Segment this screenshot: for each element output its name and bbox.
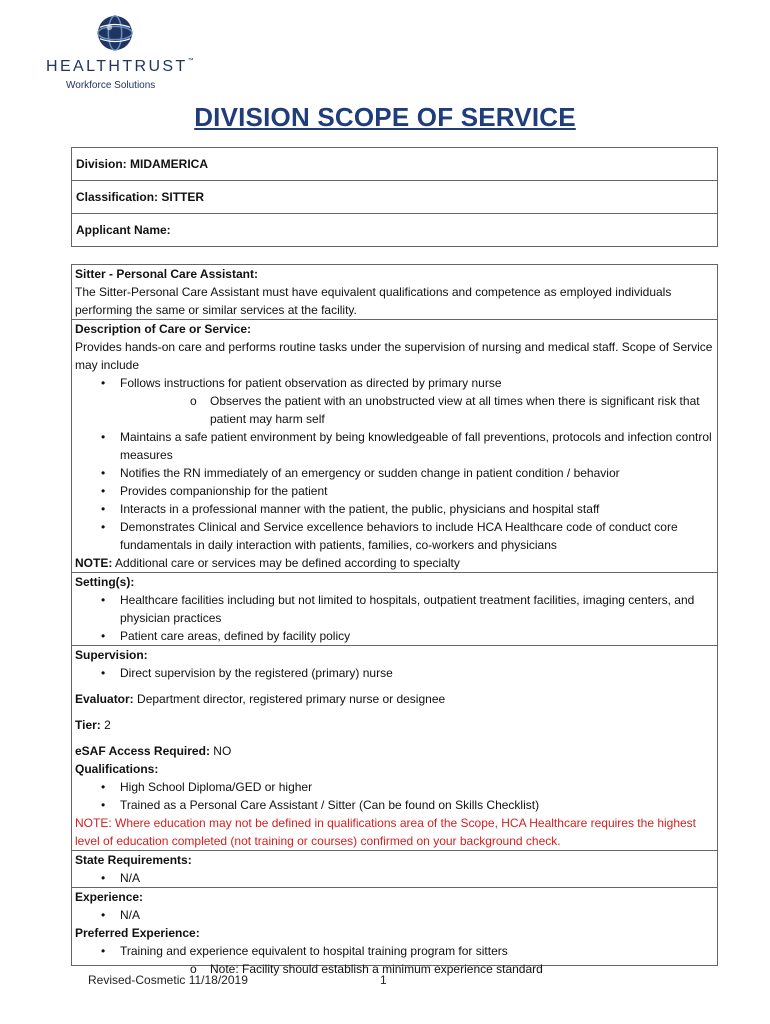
sitter-section [72,265,717,320]
supervision-section [72,646,717,760]
preferred-experience-heading: Preferred Experience: [75,926,200,940]
tier-line: Tier: 2 [75,718,111,732]
page-number: 1 [380,973,387,987]
sitter-heading: Sitter - Personal Care Assistant: [75,267,258,281]
list-item: • Patient care areas, defined by facility policy [75,627,714,645]
list-subitem: o Note: Facility should establish a minimum experience standard [120,960,714,978]
state-requirements-heading: State Requirements: [75,853,192,867]
list-item: • Maintains a safe patient environment by being knowledgeable of fall preventions, protocols and infection control measures [75,428,714,464]
qualifications-section [72,760,717,851]
list-item: • Direct supervision by the registered (primary) nurse [75,664,714,682]
classification-row: Classification: SITTER [72,181,717,214]
experience-section [72,888,717,978]
logo-subtitle: Workforce Solutions [66,80,156,91]
sitter-text: The Sitter-Personal Care Assistant must have equivalent qualifications and competence as employed individuals performing the same or similar services at the facility. [75,285,672,317]
healthtrust-logo [44,14,194,94]
list-item: • Demonstrates Clinical and Service excellence behaviors to include HCA Healthcare code of conduct core fundamentals in daily interaction with patients, families, co-workers and physicians [75,518,714,554]
settings-heading: Setting(s): [75,575,135,589]
qualifications-heading: Qualifications: [75,762,159,776]
applicant-name-row: Applicant Name: [76,223,171,237]
division-row: Division: MIDAMERICA [72,148,717,181]
list-item: • Follows instructions for patient observation as directed by primary nurse o Observes the patient with an unobstructed view at all times when there is significant risk that patient may harm self [75,374,714,428]
description-note: NOTE: Additional care or services may be defined according to specialty [75,556,460,570]
list-item: • Training and experience equivalent to hospital training program for sitters o Note: Facility should establish a minimum experience standard [75,942,714,978]
footer-revised: Revised-Cosmetic 11/18/2019 [88,973,248,987]
scope-table [71,264,718,976]
document-title: DIVISION SCOPE OF SERVICE [194,102,576,132]
experience-heading: Experience: [75,890,144,904]
list-item: • N/A [75,906,714,924]
globe-logo-icon [96,14,134,52]
description-intro: Provides hands-on care and performs routine tasks under the supervision of nursing and medical staff. Scope of Service may include [75,340,713,372]
list-item: • Interacts in a professional manner with the patient, the public, physicians and hospital staff [75,500,714,518]
list-item: • Trained as a Personal Care Assistant / Sitter (Can be found on Skills Checklist) [75,796,714,814]
header-table [71,147,718,247]
state-requirements-section [72,851,717,888]
description-section [72,320,717,573]
logo-name: HEALTHTRUST™ [46,58,194,75]
esaf-line: eSAF Access Required: NO [75,744,232,758]
list-item: • N/A [75,869,714,887]
list-item: • High School Diploma/GED or higher [75,778,714,796]
evaluator-line: Evaluator: Department director, registered primary nurse or designee [75,692,446,706]
settings-section [72,573,717,646]
list-item: • Notifies the RN immediately of an emergency or sudden change in patient condition / behavior [75,464,714,482]
description-heading: Description of Care or Service: [75,322,252,336]
description-list [75,374,714,554]
supervision-heading: Supervision: [75,648,148,662]
qualifications-note: NOTE: Where education may not be defined in qualifications area of the Scope, HCA Healthcare requires the highest level of education completed (not training or courses) confirmed on your background check. [75,816,697,848]
list-subitem: o Observes the patient with an unobstructed view at all times when there is significant risk that patient may harm self [120,392,714,428]
list-item: • Healthcare facilities including but not limited to hospitals, outpatient treatment facilities, imaging centers, and physician practices [75,591,714,627]
list-item: • Provides companionship for the patient [75,482,714,500]
